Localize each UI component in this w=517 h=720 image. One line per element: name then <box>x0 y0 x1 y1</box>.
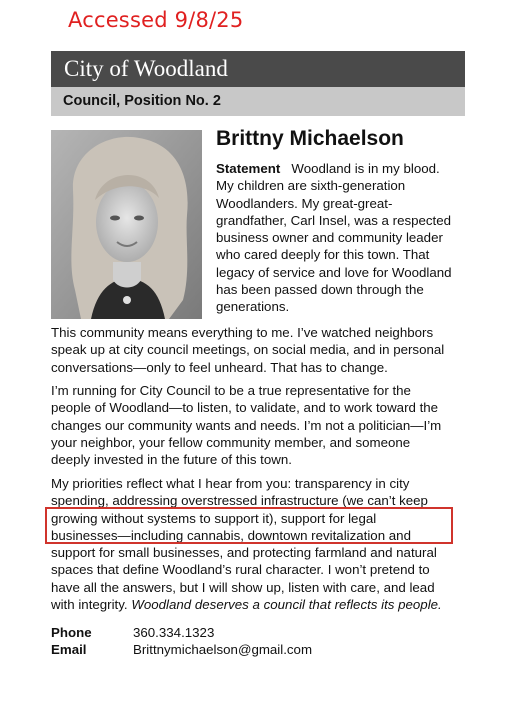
statement-block <box>216 160 466 316</box>
paragraph-line: support for small businesses, and protecting farmland and natural <box>51 545 437 561</box>
paragraph-community <box>51 324 465 376</box>
email-value: Brittnymichaelson@gmail.com <box>133 642 313 657</box>
paragraph-priorities <box>51 475 465 613</box>
paragraph-line: have all the answers, but I will show up, listen with care, and lead <box>51 579 435 595</box>
paragraph-text: with integrity. <box>51 597 132 613</box>
statement-line: Woodlanders. My great-great- <box>216 195 393 211</box>
candidate-photo <box>51 130 202 319</box>
phone-value: 360.334.1323 <box>133 625 215 640</box>
paragraph-line: growing without systems to support it), support for legal <box>51 510 377 526</box>
statement-line: business owner and community leader <box>216 230 443 246</box>
paragraph-line: conversations—only to feel unheard. That has to change. <box>51 359 388 375</box>
city-header: City of Woodland <box>51 51 465 87</box>
paragraph-line: This community means everything to me. I’ve watched neighbors <box>51 325 434 340</box>
statement-line: grandfather, Carl Insel, was a respected <box>216 212 452 228</box>
closing-slogan: Woodland deserves a council that reflects its people. <box>131 597 442 613</box>
highlight-box <box>45 507 453 544</box>
email-label: Email <box>51 642 87 657</box>
paragraph-line: I’m running for City Council to be a true representative for the <box>51 383 411 398</box>
paragraph-line: spending, addressing overstressed infrastructure (we can’t keep <box>51 493 428 509</box>
statement-label: Statement <box>216 161 281 176</box>
paragraph-line: deeply invested in the future of this town. <box>51 452 292 468</box>
statement-line: generations. <box>216 299 290 315</box>
paragraph-line <box>51 596 465 613</box>
statement-line: who cared deeply for this town. That <box>216 247 430 263</box>
contact-info <box>51 624 312 658</box>
paragraph-line: people of Woodland—to listen, to validate, and to work toward the <box>51 400 439 416</box>
paragraph-running <box>51 382 465 468</box>
paragraph-line: changes our community wants and needs. I’m not a politician—I’m <box>51 417 442 433</box>
paragraph-line: businesses—including cannabis, downtown revitalization and <box>51 527 411 543</box>
paragraph-line: My priorities reflect what I hear from you: transparency in city <box>51 476 410 491</box>
candidate-name: Brittny Michaelson <box>216 127 404 150</box>
accessed-date-annotation: Accessed 9/8/25 <box>68 8 244 32</box>
statement-line: legacy of service and love for Woodland <box>216 264 452 280</box>
paragraph-line: your neighbor, your fellow community member, and someone <box>51 434 411 450</box>
phone-label: Phone <box>51 625 92 640</box>
paragraph-line: spaces that define Woodland’s rural character. I won’t pretend to <box>51 562 430 578</box>
statement-line: My children are sixth-generation <box>216 178 406 194</box>
statement-line: has been passed down through the <box>216 282 424 298</box>
position-header: Council, Position No. 2 <box>51 87 465 116</box>
statement-line: Woodland is in my blood. <box>291 161 440 176</box>
paragraph-line: speak up at city council meetings, on social media, and in personal <box>51 342 445 358</box>
